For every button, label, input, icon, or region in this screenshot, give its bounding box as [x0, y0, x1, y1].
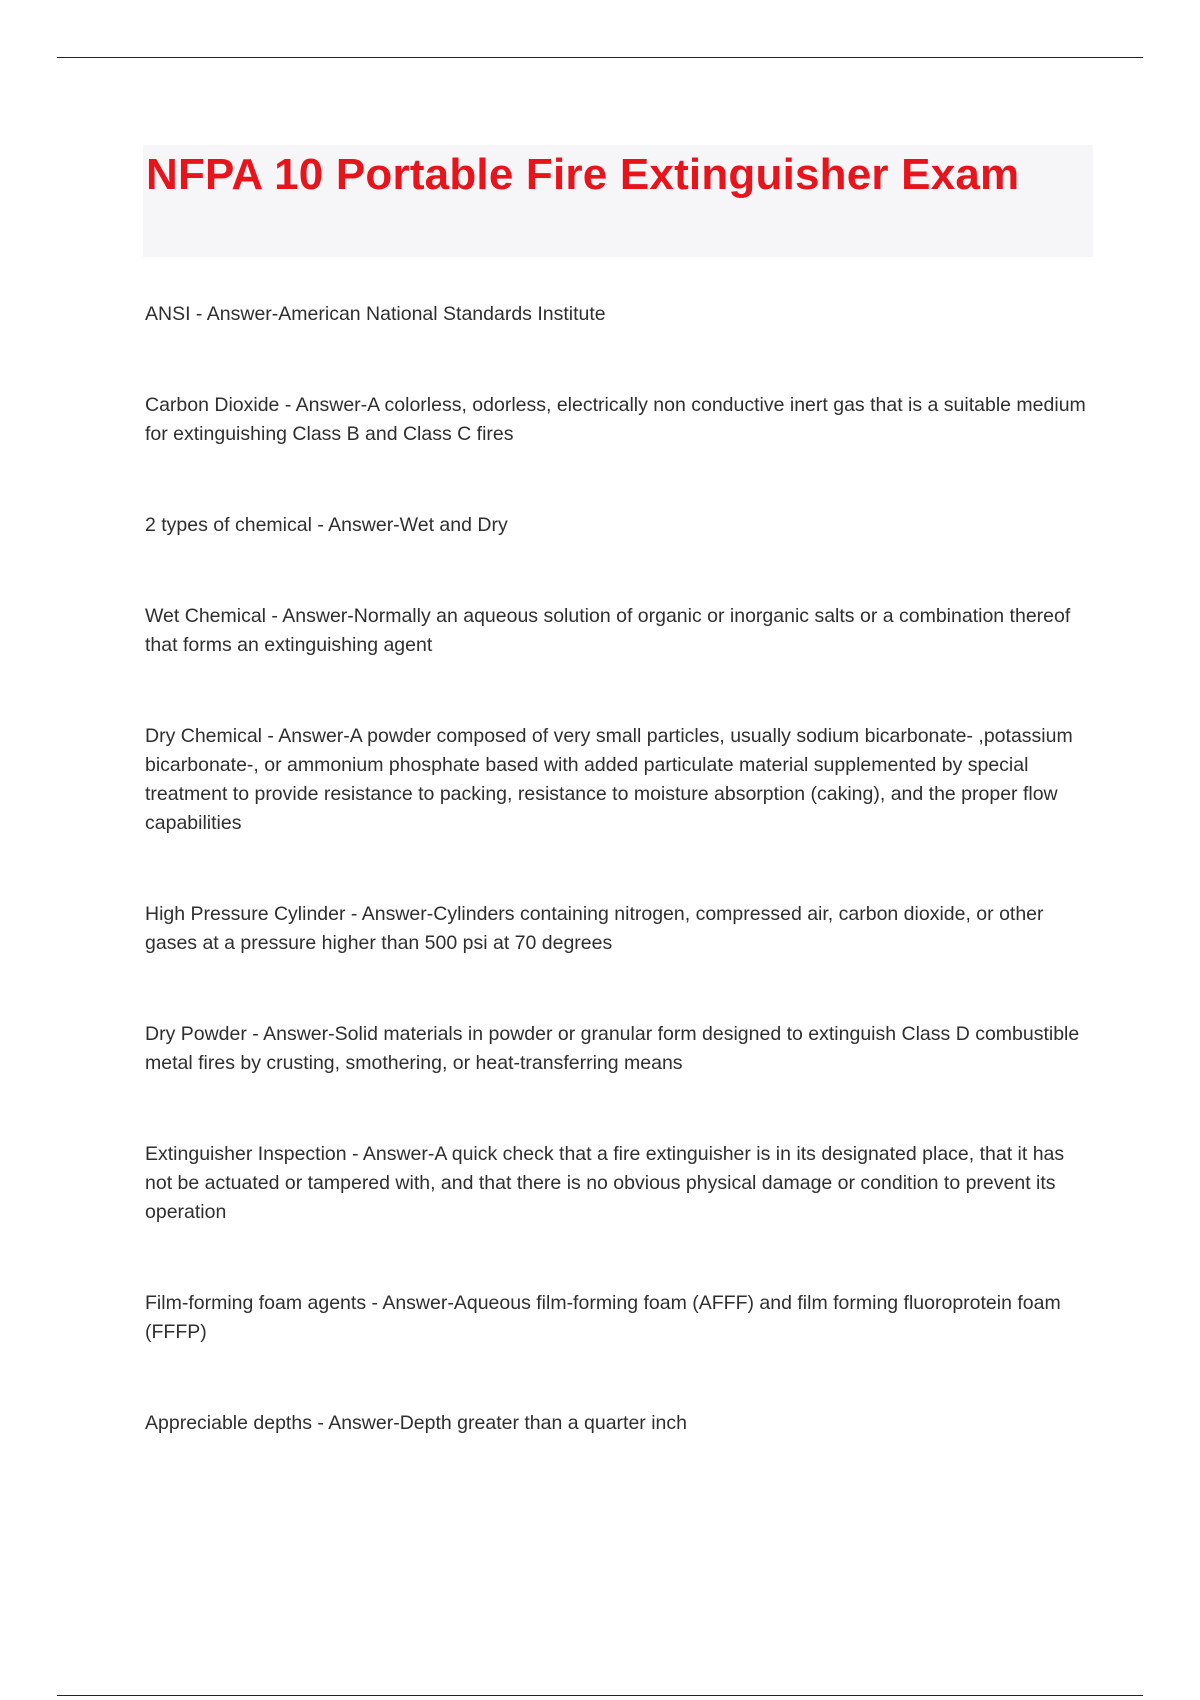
flashcard-entry: Film-forming foam agents - Answer-Aqueous film-forming foam (AFFF) and film forming fluoroprotein foam (FFFP): [145, 1292, 1061, 1343]
flashcard-entry: 2 types of chemical - Answer-Wet and Dry: [145, 514, 508, 536]
flashcard-entry: Appreciable depths - Answer-Depth greater than a quarter inch: [145, 1412, 687, 1434]
footer-rule: [57, 1695, 1143, 1696]
flashcard-entry: Dry Powder - Answer-Solid materials in powder or granular form designed to extinguish Class D combustible metal fires by crusting, smothering, or heat-transferring means: [145, 1023, 1080, 1074]
flashcard-entry: Extinguisher Inspection - Answer-A quick check that a fire extinguisher is in its designated place, that it has not be actuated or tampered with, and that there is no obvious physical damage or condition to prevent its operation: [145, 1143, 1065, 1223]
flashcard-entry: ANSI - Answer-American National Standards Institute: [145, 303, 606, 325]
header-rule: [57, 57, 1143, 58]
flashcard-list: [145, 300, 1090, 1438]
flashcard-entry: Wet Chemical - Answer-Normally an aqueous solution of organic or inorganic salts or a combination thereof that forms an extinguishing agent: [145, 605, 1071, 656]
page-title: NFPA 10 Portable Fire Extinguisher Exam: [146, 150, 1020, 199]
flashcard-entry: Dry Chemical - Answer-A powder composed of very small particles, usually sodium bicarbonate- ,potassium bicarbonate-, or ammonium phosphate based with added particulate material supplemented by special treatment to provide resistance to packing, resistance to moisture absorption (caking), and the proper flow capabilities: [145, 725, 1073, 834]
flashcard-entry: Carbon Dioxide - Answer-A colorless, odorless, electrically non conductive inert gas that is a suitable medium for extinguishing Class B and Class C fires: [145, 394, 1086, 445]
flashcard-entry: High Pressure Cylinder - Answer-Cylinders containing nitrogen, compressed air, carbon dioxide, or other gases at a pressure higher than 500 psi at 70 degrees: [145, 903, 1044, 954]
